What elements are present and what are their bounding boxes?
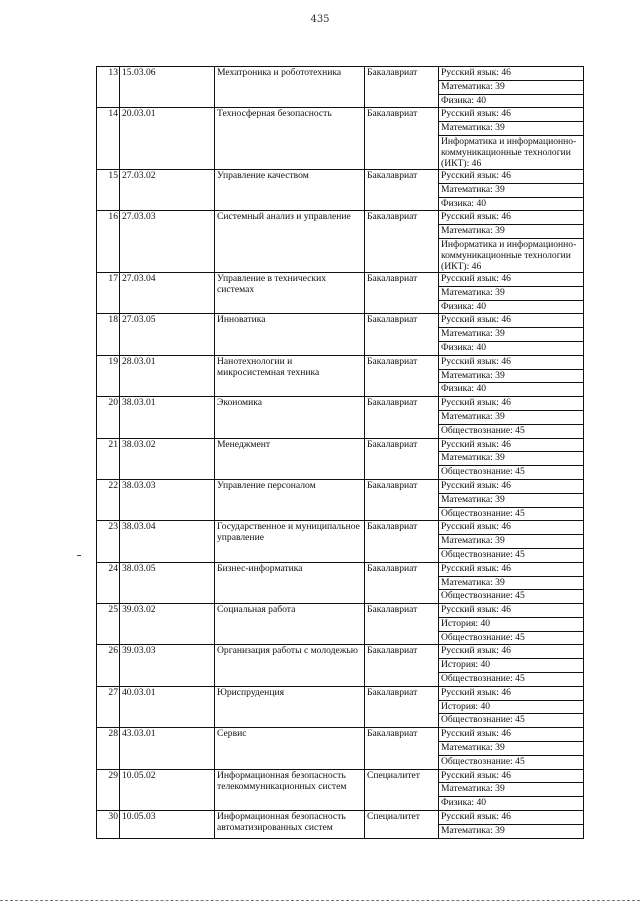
direction-name: Системный анализ и управление xyxy=(215,211,365,273)
education-level: Бакалавриат xyxy=(365,272,439,313)
direction-name: Нанотехнологии и микросистемная техника xyxy=(215,355,365,396)
row-number: 27 xyxy=(97,686,120,727)
exam-min-score: Русский язык: 46 xyxy=(439,314,584,328)
direction-code: 38.03.04 xyxy=(120,521,215,562)
margin-mark xyxy=(77,555,81,556)
direction-name: Управление качеством xyxy=(215,169,365,210)
exam-min-score: Русский язык: 46 xyxy=(439,811,584,825)
exam-min-score: Обществознание: 45 xyxy=(439,548,584,562)
direction-name: Государственное и муниципальное управление xyxy=(215,521,365,562)
education-level: Бакалавриат xyxy=(365,355,439,396)
exam-min-score: Математика: 39 xyxy=(439,80,584,94)
direction-name: Менеджмент xyxy=(215,438,365,479)
exam-min-score: Информатика и информационно-коммуникационные технологии (ИКТ): 46 xyxy=(439,135,584,169)
exam-min-score: Физика: 40 xyxy=(439,94,584,108)
table-body xyxy=(97,67,584,839)
row-number: 20 xyxy=(97,397,120,438)
direction-code: 27.03.05 xyxy=(120,314,215,355)
exam-min-score: Русский язык: 46 xyxy=(439,438,584,452)
direction-code: 15.03.06 xyxy=(120,67,215,108)
exam-min-score: Русский язык: 46 xyxy=(439,397,584,411)
row-number: 29 xyxy=(97,769,120,810)
direction-code: 27.03.03 xyxy=(120,211,215,273)
table-row xyxy=(97,811,584,825)
row-number: 14 xyxy=(97,108,120,170)
exam-min-score: Русский язык: 46 xyxy=(439,645,584,659)
education-level: Бакалавриат xyxy=(365,108,439,170)
exam-min-score: Русский язык: 46 xyxy=(439,604,584,618)
direction-name: Бизнес-информатика xyxy=(215,562,365,603)
direction-code: 10.05.03 xyxy=(120,811,215,839)
exam-min-score: Математика: 39 xyxy=(439,535,584,549)
row-number: 22 xyxy=(97,479,120,520)
exam-min-score: Математика: 39 xyxy=(439,328,584,342)
direction-code: 10.05.02 xyxy=(120,769,215,810)
exam-min-score: Математика: 39 xyxy=(439,122,584,136)
exam-min-score: Математика: 39 xyxy=(439,452,584,466)
table-row xyxy=(97,769,584,783)
direction-code: 39.03.02 xyxy=(120,604,215,645)
exam-min-score: Математика: 39 xyxy=(439,410,584,424)
direction-name: Экономика xyxy=(215,397,365,438)
direction-code: 38.03.05 xyxy=(120,562,215,603)
direction-name: Инноватика xyxy=(215,314,365,355)
direction-name: Организация работы с молодежью xyxy=(215,645,365,686)
row-number: 15 xyxy=(97,169,120,210)
exam-min-score: Обществознание: 45 xyxy=(439,714,584,728)
education-level: Бакалавриат xyxy=(365,67,439,108)
exam-min-score: Физика: 40 xyxy=(439,341,584,355)
exam-min-score: Обществознание: 45 xyxy=(439,466,584,480)
exam-min-score: Обществознание: 45 xyxy=(439,673,584,687)
direction-name: Мехатроника и робототехника xyxy=(215,67,365,108)
table-row xyxy=(97,521,584,535)
exam-min-score: Физика: 40 xyxy=(439,797,584,811)
table-row xyxy=(97,314,584,328)
exam-min-score: История: 40 xyxy=(439,617,584,631)
admission-table xyxy=(96,66,584,839)
table-row xyxy=(97,108,584,122)
row-number: 21 xyxy=(97,438,120,479)
direction-code: 38.03.03 xyxy=(120,479,215,520)
education-level: Бакалавриат xyxy=(365,604,439,645)
exam-min-score: Русский язык: 46 xyxy=(439,272,584,286)
page-number: 435 xyxy=(310,14,330,25)
row-number: 28 xyxy=(97,728,120,769)
row-number: 24 xyxy=(97,562,120,603)
direction-name: Социальная работа xyxy=(215,604,365,645)
education-level: Бакалавриат xyxy=(365,169,439,210)
table-row xyxy=(97,728,584,742)
exam-min-score: Обществознание: 45 xyxy=(439,590,584,604)
direction-code: 20.03.01 xyxy=(120,108,215,170)
row-number: 25 xyxy=(97,604,120,645)
exam-min-score: Русский язык: 46 xyxy=(439,562,584,576)
exam-min-score: Математика: 39 xyxy=(439,183,584,197)
row-number: 13 xyxy=(97,67,120,108)
table-row xyxy=(97,355,584,369)
exam-min-score: История: 40 xyxy=(439,659,584,673)
education-level: Специалитет xyxy=(365,769,439,810)
exam-min-score: Математика: 39 xyxy=(439,369,584,383)
direction-code: 27.03.02 xyxy=(120,169,215,210)
education-level: Бакалавриат xyxy=(365,521,439,562)
direction-code: 43.03.01 xyxy=(120,728,215,769)
row-number: 16 xyxy=(97,211,120,273)
table-row xyxy=(97,67,584,81)
direction-code: 39.03.03 xyxy=(120,645,215,686)
exam-min-score: Информатика и информационно-коммуникационные технологии (ИКТ): 46 xyxy=(439,238,584,272)
exam-min-score: Русский язык: 46 xyxy=(439,211,584,225)
education-level: Специалитет xyxy=(365,811,439,839)
education-level: Бакалавриат xyxy=(365,211,439,273)
table-row xyxy=(97,211,584,225)
table-row xyxy=(97,686,584,700)
direction-name: Информационная безопасность автоматизированных систем xyxy=(215,811,365,839)
exam-min-score: Физика: 40 xyxy=(439,197,584,211)
exam-min-score: Математика: 39 xyxy=(439,824,584,838)
direction-name: Управление персоналом xyxy=(215,479,365,520)
education-level: Бакалавриат xyxy=(365,397,439,438)
exam-min-score: История: 40 xyxy=(439,700,584,714)
table-row xyxy=(97,272,584,286)
exam-min-score: Физика: 40 xyxy=(439,383,584,397)
education-level: Бакалавриат xyxy=(365,314,439,355)
exam-min-score: Русский язык: 46 xyxy=(439,169,584,183)
exam-min-score: Математика: 39 xyxy=(439,225,584,239)
direction-code: 38.03.01 xyxy=(120,397,215,438)
education-level: Бакалавриат xyxy=(365,479,439,520)
direction-name: Юриспруденция xyxy=(215,686,365,727)
exam-min-score: Русский язык: 46 xyxy=(439,521,584,535)
table-row xyxy=(97,479,584,493)
table-row xyxy=(97,169,584,183)
exam-min-score: Обществознание: 45 xyxy=(439,755,584,769)
education-level: Бакалавриат xyxy=(365,645,439,686)
row-number: 17 xyxy=(97,272,120,313)
exam-min-score: Русский язык: 46 xyxy=(439,67,584,81)
row-number: 26 xyxy=(97,645,120,686)
direction-code: 38.03.02 xyxy=(120,438,215,479)
direction-code: 27.03.04 xyxy=(120,272,215,313)
exam-min-score: Обществознание: 45 xyxy=(439,507,584,521)
exam-min-score: Русский язык: 46 xyxy=(439,479,584,493)
direction-code: 40.03.01 xyxy=(120,686,215,727)
direction-name: Сервис xyxy=(215,728,365,769)
row-number: 19 xyxy=(97,355,120,396)
table-row xyxy=(97,645,584,659)
exam-min-score: Русский язык: 46 xyxy=(439,728,584,742)
row-number: 30 xyxy=(97,811,120,839)
exam-min-score: Обществознание: 45 xyxy=(439,631,584,645)
exam-min-score: Русский язык: 46 xyxy=(439,108,584,122)
table-row xyxy=(97,397,584,411)
row-number: 23 xyxy=(97,521,120,562)
education-level: Бакалавриат xyxy=(365,438,439,479)
direction-name: Управление в технических системах xyxy=(215,272,365,313)
table-row xyxy=(97,438,584,452)
direction-name: Техносферная безопасность xyxy=(215,108,365,170)
exam-min-score: Математика: 39 xyxy=(439,286,584,300)
table-row xyxy=(97,604,584,618)
table-row xyxy=(97,562,584,576)
row-number: 18 xyxy=(97,314,120,355)
exam-min-score: Математика: 39 xyxy=(439,576,584,590)
education-level: Бакалавриат xyxy=(365,562,439,603)
page-edge-line xyxy=(0,900,640,903)
direction-name: Информационная безопасность телекоммуникационных систем xyxy=(215,769,365,810)
exam-min-score: Математика: 39 xyxy=(439,742,584,756)
exam-min-score: Русский язык: 46 xyxy=(439,769,584,783)
exam-min-score: Обществознание: 45 xyxy=(439,424,584,438)
education-level: Бакалавриат xyxy=(365,686,439,727)
exam-min-score: Русский язык: 46 xyxy=(439,686,584,700)
education-level: Бакалавриат xyxy=(365,728,439,769)
exam-min-score: Математика: 39 xyxy=(439,783,584,797)
direction-code: 28.03.01 xyxy=(120,355,215,396)
exam-min-score: Физика: 40 xyxy=(439,300,584,314)
exam-min-score: Русский язык: 46 xyxy=(439,355,584,369)
exam-min-score: Математика: 39 xyxy=(439,493,584,507)
